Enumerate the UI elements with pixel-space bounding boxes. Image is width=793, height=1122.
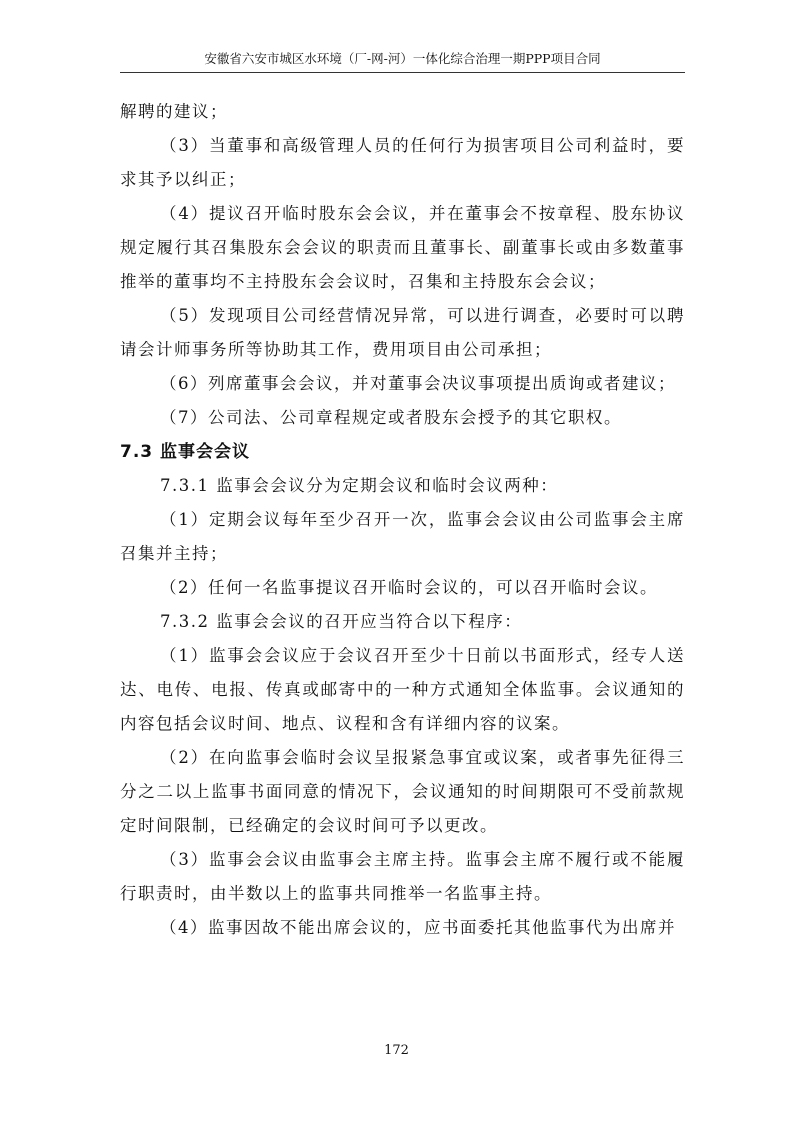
supervisor-duty-item-6: （6）列席董事会会议，并对董事会决议事项提出质询或者建议； [160, 374, 676, 393]
clause-7-3-1-item-2: （2）任何一名监事提议召开临时会议的，可以召开临时会议。 [160, 578, 658, 597]
supervisor-duty-item-4: （4）提议召开临时股东会会议，并在董事会不按章程、股东协议规定履行其召集股东会会议的职责而且董事长、副董事长或由多数董事推举的董事均不主持股东会会议时，召集和主持股东会会议； [120, 204, 685, 291]
page-number: 172 [384, 1043, 409, 1058]
clause-7-3-1-item-1: （1）定期会议每年至少召开一次，监事会会议由公司监事会主席召集并主持； [120, 510, 685, 563]
clause-7-3-2: 7.3.2 监事会会议的召开应当符合以下程序： [160, 612, 523, 631]
clause-7-3-2-item-2: （2）在向监事会临时会议呈报紧急事宜或议案，或者事先征得三分之二以上监事书面同意的情况下，会议通知的时间期限可不受前款规定时间限制，已经确定的会议时间可予以更改。 [120, 748, 685, 835]
supervisor-duty-item-5: （5）发现项目公司经营情况异常，可以进行调查，必要时可以聘请会计师事务所等协助其工作，费用项目由公司承担； [120, 306, 685, 359]
running-header: 安徽省六安市城区水环境（厂-网-河）一体化综合治理一期PPP项目合同 [204, 51, 601, 66]
clause-7-3-2-item-4: （4）监事因故不能出席会议的，应书面委托其他监事代为出席并 [160, 918, 676, 937]
document-body [120, 95, 685, 945]
section-heading-7-3: 7.3 监事会会议 [120, 442, 251, 462]
supervisor-duty-item-3: （3）当董事和高级管理人员的任何行为损害项目公司利益时，要求其予以纠正； [120, 136, 685, 189]
paragraph-continuation: 解聘的建议； [120, 102, 228, 121]
clause-7-3-1: 7.3.1 监事会会议分为定期会议和临时会议两种： [160, 476, 559, 495]
header-divider [120, 72, 685, 73]
clause-7-3-2-item-3: （3）监事会会议由监事会主席主持。监事会主席不履行或不能履行职责时，由半数以上的监事共同推举一名监事主持。 [120, 850, 685, 903]
clause-7-3-2-item-1: （1）监事会会议应于会议召开至少十日前以书面形式，经专人送达、电传、电报、传真或邮寄中的一种方式通知全体监事。会议通知的内容包括会议时间、地点、议程和含有详细内容的议案。 [120, 646, 685, 733]
supervisor-duty-item-7: （7）公司法、公司章程规定或者股东会授予的其它职权。 [160, 408, 622, 427]
